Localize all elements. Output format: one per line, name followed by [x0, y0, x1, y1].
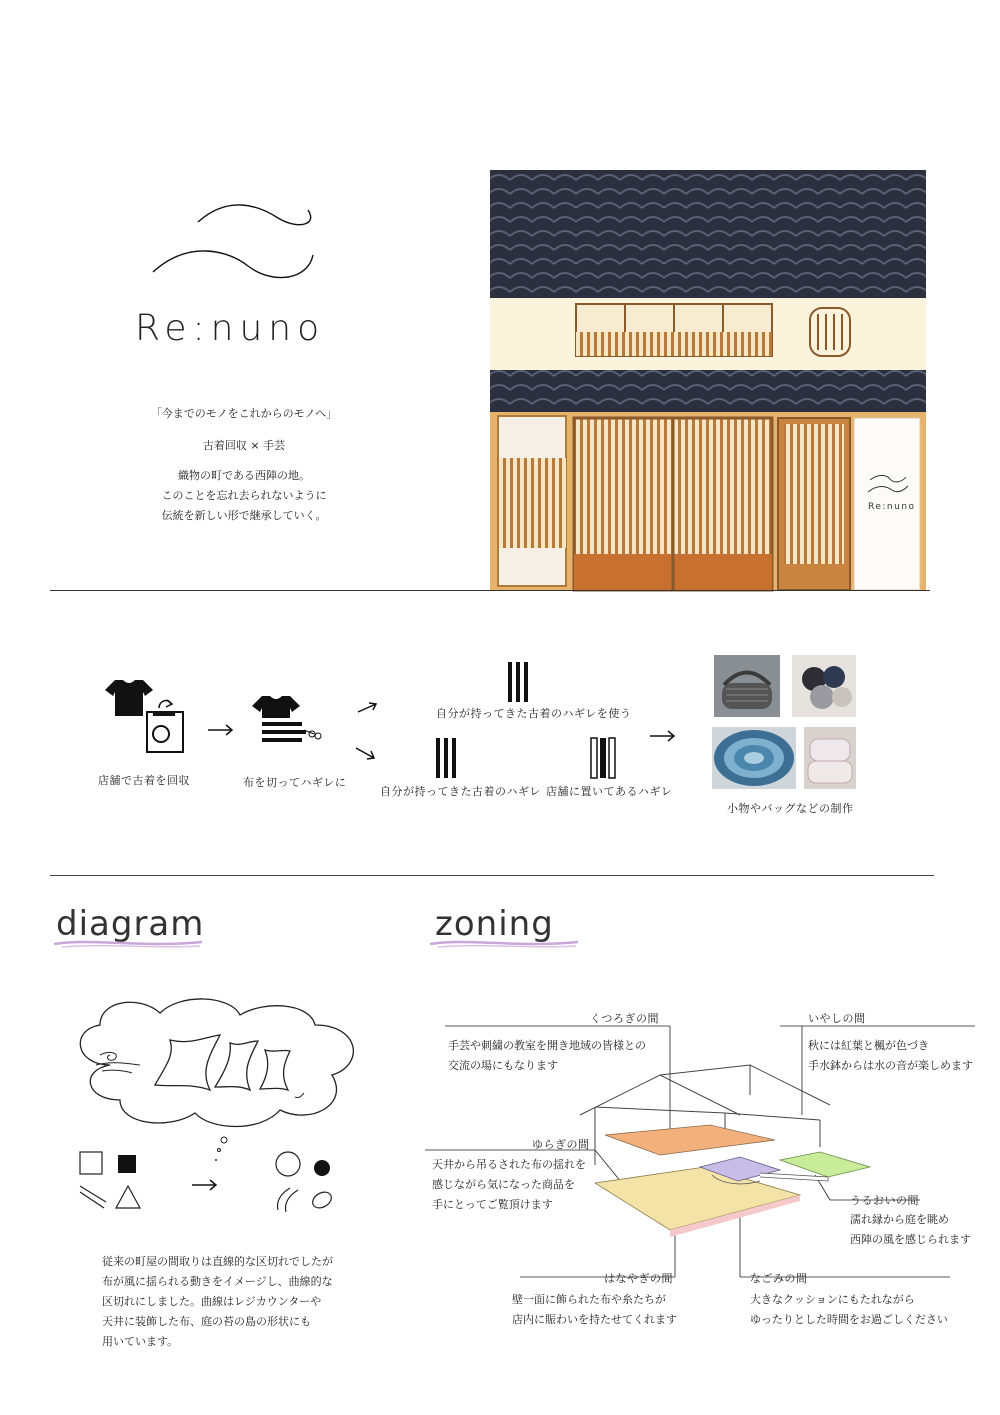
zone-line: 濡れ縁から庭を眺め [850, 1213, 949, 1226]
zone-line: 手芸や刺繍の教室を開き地域の皆様との [448, 1039, 646, 1052]
product-photo-baskets [804, 727, 856, 789]
zone-nagomi-desc [750, 1290, 948, 1330]
zone-line: 交流の場にもなります [448, 1059, 558, 1072]
branch-store-label: 店舗に置いてあるハギレ [546, 785, 673, 798]
zone-line: 天井から吊るされた布の揺れを [432, 1158, 586, 1171]
arrow-right-icon [208, 724, 238, 736]
product-photo-bag [714, 655, 780, 717]
zone-hanayagi-desc [512, 1290, 677, 1330]
section-divider [50, 875, 934, 876]
logo-wave-icon [148, 200, 328, 290]
mushiko-window [810, 308, 850, 356]
zone-uruoi [780, 1152, 870, 1177]
zone-nagomi-title: なごみの間 [750, 1272, 808, 1285]
zone-line: ゆったりとした時間をお過ごしください [750, 1313, 948, 1326]
diagram-line: 用いています。 [102, 1335, 179, 1348]
zone-uruoi-desc [850, 1210, 971, 1250]
step2-label: 布を切ってハギレに [243, 776, 347, 789]
intro-quote: 「今までのモノをこれからのモノへ」 [150, 407, 338, 420]
curved-shapes-icon [272, 1150, 336, 1214]
cut-shirt-icon [252, 696, 322, 744]
roof-upper [490, 170, 926, 298]
zone-kutsurogi-desc [448, 1036, 646, 1076]
zone-yuragi-ceiling [605, 1125, 775, 1155]
intro-line: このことを忘れ去られないように [161, 489, 327, 502]
zone-yuragi-title: ゆらぎの間 [532, 1138, 590, 1151]
branch-own-label: 自分が持ってきた古着のハギレ [380, 785, 541, 798]
zone-line: 西陣の風を感じられます [850, 1233, 971, 1246]
zoning-heading: zoning [435, 904, 554, 944]
zone-iyashi-title: いやしの間 [808, 1012, 866, 1025]
zone-line: 大きなクッションにもたれながら [750, 1293, 915, 1306]
ground-line [50, 590, 930, 591]
store-strips-icon [590, 738, 616, 778]
zone-line: 感じながら気になった商品を [432, 1178, 575, 1191]
diagram-heading: diagram [56, 904, 205, 944]
diagram-underline [52, 936, 212, 950]
diagram-line: 区切れにしました。曲線はレジカウンターや [102, 1295, 322, 1308]
straight-shapes-icon [78, 1150, 138, 1210]
zone-line: 店内に賑わいを持たせてくれます [512, 1313, 677, 1326]
own-strips-icon [434, 738, 458, 778]
storefront-illustration [488, 168, 928, 598]
zone-line: 手にとってご覧頂けます [432, 1198, 553, 1211]
arrow-downright-icon [354, 744, 378, 764]
product-photo-rug [712, 727, 796, 789]
collection-box-icon [145, 696, 185, 756]
arrow-right-icon [650, 730, 680, 742]
zone-kutsurogi-title: くつろぎの間 [590, 1012, 659, 1025]
zone-iyashi-desc [808, 1036, 973, 1076]
result-label: 小物やバッグなどの制作 [727, 802, 854, 815]
sign-text: Re:nuno [868, 502, 916, 512]
thought-bubbles [212, 1136, 232, 1166]
zone-hanayagi-title: はなやぎの間 [604, 1272, 673, 1285]
product-photo-yarn [792, 655, 856, 717]
diagram-paragraph [102, 1252, 333, 1352]
diagram-line: 布が風に揺られる動きをイメージし、曲線的な [102, 1275, 333, 1288]
zone-yuragi-desc [432, 1155, 586, 1215]
roof-lower [490, 370, 926, 412]
zoning-underline [428, 936, 588, 950]
branch-top-label: 自分が持ってきた古着のハギレを使う [436, 707, 632, 720]
intro-block [124, 404, 364, 526]
diagram-line: 従来の町屋の間取りは直線的な区切れでしたが [102, 1255, 333, 1268]
fabric-strips-icon [506, 662, 530, 702]
zone-line: 秋には紅葉と楓が色づき [808, 1039, 929, 1052]
step1-label: 店舗で古着を回収 [98, 774, 190, 787]
intro-line: 織物の町である西陣の地。 [178, 469, 310, 482]
intro-tagline: 古着回収 × 手芸 [202, 439, 286, 452]
thought-cloud [70, 995, 370, 1135]
arrow-right-icon [192, 1179, 222, 1191]
intro-line: 伝統を新しい形で継承していく。 [161, 509, 327, 522]
zone-line: 壁一面に飾られた布や糸たちが [512, 1293, 666, 1306]
logo-text: Re:nuno [135, 308, 326, 349]
arrow-upright-icon [356, 698, 380, 718]
diagram-line: 天井に装飾した布、庭の苔の島の形状にも [102, 1315, 311, 1328]
zone-uruoi-title: うるおいの間 [850, 1194, 919, 1207]
zone-line: 手水鉢からは水の音が楽しめます [808, 1059, 973, 1072]
